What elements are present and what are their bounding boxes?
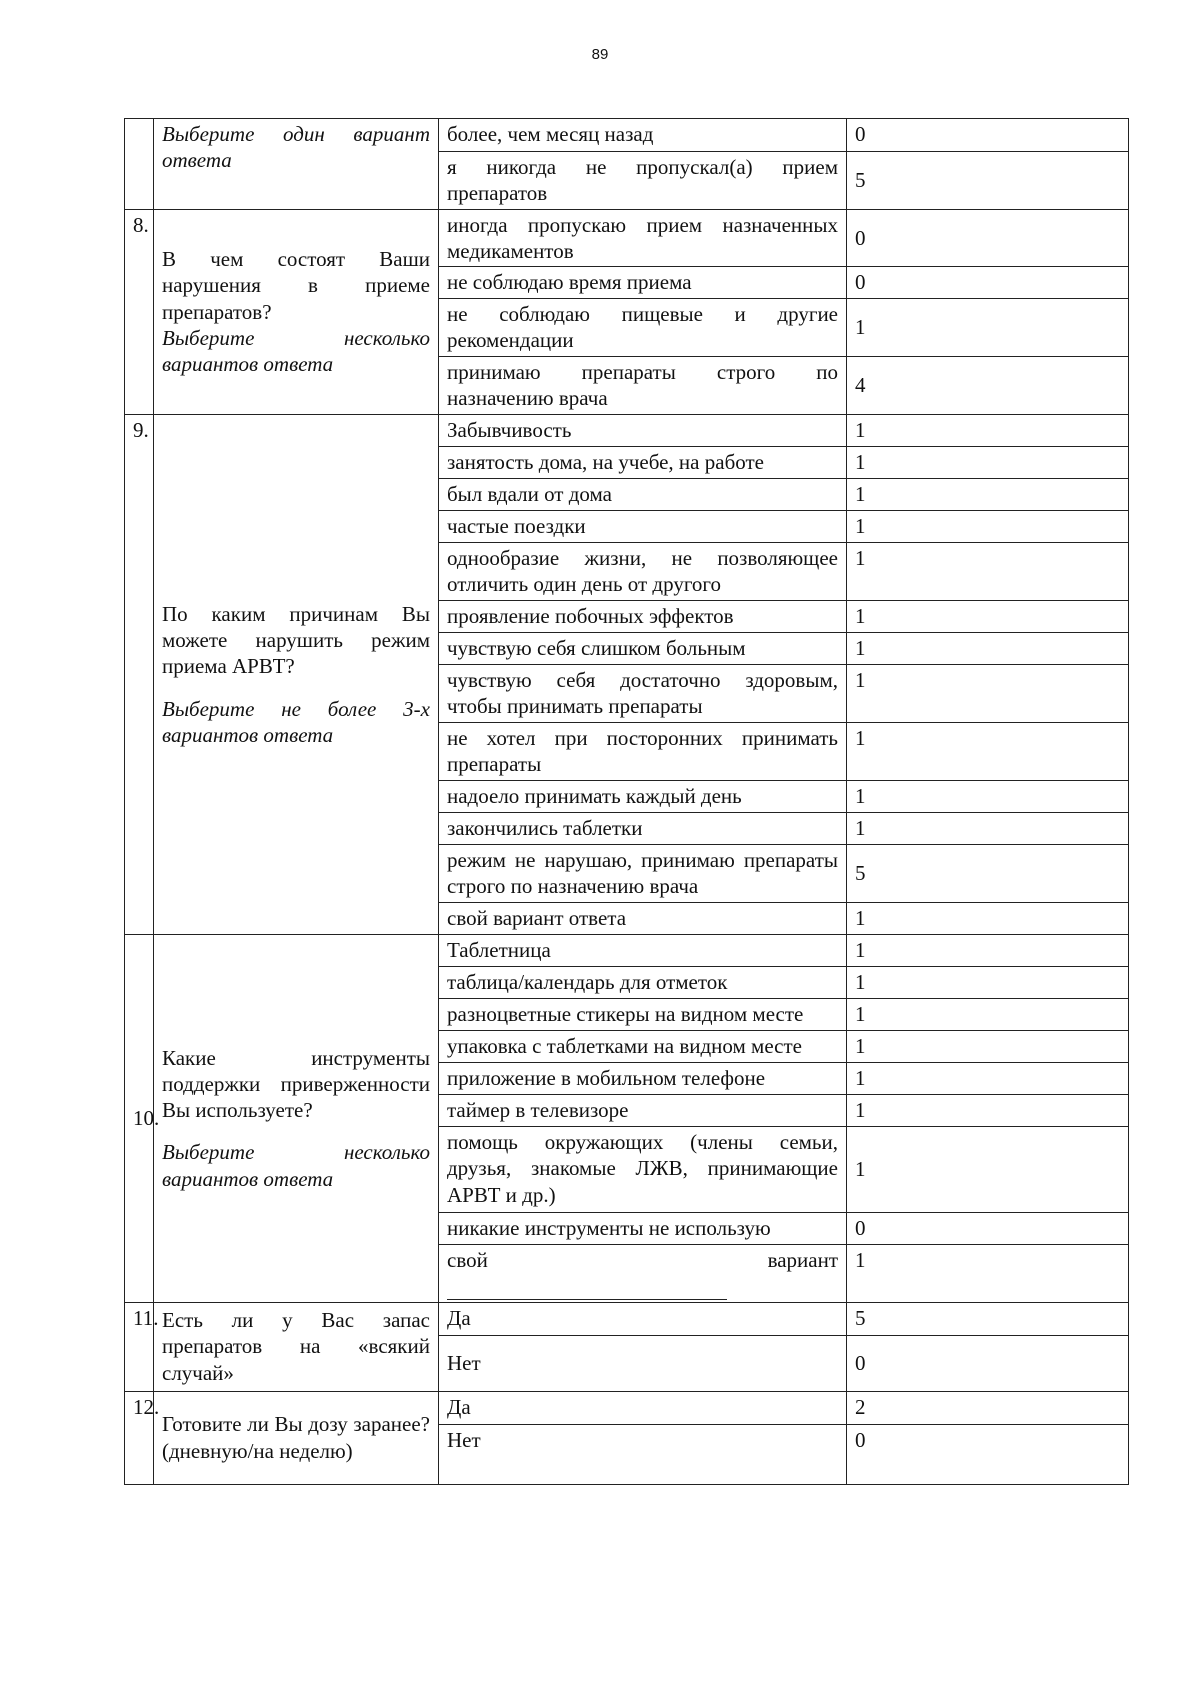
option-score: 1 — [847, 447, 1129, 479]
option-score: 1 — [847, 723, 1129, 781]
option-score: 1 — [847, 665, 1129, 723]
option-text: надоело принимать каждый день — [439, 781, 847, 813]
page-number: 89 — [591, 46, 609, 63]
option-text: чувствую себя достаточно здоровым, чтобы принимать препараты — [439, 665, 847, 723]
option-text: никакие инструменты не использую — [439, 1213, 847, 1245]
option-cell — [439, 1245, 847, 1303]
option-score: 1 — [847, 543, 1129, 601]
option-text: однообразие жизни, не позволяющее отличить один день от другого — [439, 543, 847, 601]
question-text: По каким причинам Вы можете нарушить режим приема АРВТ? — [162, 601, 430, 679]
table-row — [125, 1302, 1129, 1335]
option-text: свой вариант — [447, 1248, 838, 1272]
option-text: закончились таблетки — [439, 813, 847, 845]
option-text: я никогда не пропускал(а) прием препаратов — [439, 152, 847, 210]
question-cell — [154, 119, 439, 210]
option-text: приложение в мобильном телефоне — [439, 1063, 847, 1095]
option-score: 1 — [847, 415, 1129, 447]
option-text: Да — [439, 1302, 847, 1335]
table-row — [125, 415, 1129, 447]
question-number: 9. — [125, 415, 154, 935]
question-hint: Выберите не более 3-х вариантов ответа — [162, 696, 430, 747]
blank-line — [447, 1281, 727, 1300]
question-text: В чем состоят Ваши нарушения в приеме препаратов? — [162, 247, 430, 324]
question-cell — [154, 1302, 439, 1391]
option-score: 1 — [847, 1245, 1129, 1303]
option-score: 1 — [847, 1063, 1129, 1095]
table-row — [125, 119, 1129, 152]
question-cell — [154, 415, 439, 935]
option-score: 0 — [847, 1424, 1129, 1484]
option-text: Нет — [439, 1424, 847, 1484]
option-text: чувствую себя слишком больным — [439, 633, 847, 665]
option-text: был вдали от дома — [439, 479, 847, 511]
question-hint: Выберите несколько вариантов ответа — [162, 1140, 430, 1191]
question-cell — [154, 1391, 439, 1484]
survey-table — [124, 118, 1129, 1485]
option-text: разноцветные стикеры на видном месте — [439, 999, 847, 1031]
option-text: свой вариант ответа — [439, 903, 847, 935]
option-score: 1 — [847, 903, 1129, 935]
option-score: 2 — [847, 1391, 1129, 1424]
question-number-cell — [125, 119, 154, 210]
option-text: более, чем месяц назад — [439, 119, 847, 152]
option-score: 4 — [847, 357, 1129, 415]
option-score: 1 — [847, 1095, 1129, 1127]
option-text: Таблетница — [439, 935, 847, 967]
question-number: 12. — [125, 1391, 154, 1484]
option-text: не соблюдаю пищевые и другие рекомендации — [439, 299, 847, 357]
option-score: 0 — [847, 209, 1129, 267]
option-score: 1 — [847, 813, 1129, 845]
option-score: 1 — [847, 1127, 1129, 1213]
option-score: 0 — [847, 119, 1129, 152]
option-text: иногда пропускаю прием назначенных медикаментов — [439, 209, 847, 267]
option-text: таблица/календарь для отметок — [439, 967, 847, 999]
question-hint: Выберите несколько вариантов ответа — [162, 325, 430, 377]
option-score: 5 — [847, 845, 1129, 903]
question-number: 10. — [125, 935, 154, 1303]
option-score: 5 — [847, 152, 1129, 210]
option-text: занятость дома, на учебе, на работе — [439, 447, 847, 479]
option-score: 1 — [847, 967, 1129, 999]
question-number: 8. — [125, 209, 154, 415]
question-cell — [154, 209, 439, 415]
option-score: 1 — [847, 633, 1129, 665]
option-score: 1 — [847, 601, 1129, 633]
table-row — [125, 935, 1129, 967]
table-row — [125, 1391, 1129, 1424]
option-text: режим не нарушаю, принимаю препараты строго по назначению врача — [439, 845, 847, 903]
option-score: 0 — [847, 1213, 1129, 1245]
question-text: Готовите ли Вы дозу заранее? (дневную/на неделю) — [162, 1412, 430, 1463]
option-text: принимаю препараты строго по назначению врача — [439, 357, 847, 415]
option-score: 5 — [847, 1302, 1129, 1335]
option-score: 1 — [847, 479, 1129, 511]
option-text: Нет — [439, 1335, 847, 1391]
option-text: таймер в телевизоре — [439, 1095, 847, 1127]
option-score: 1 — [847, 511, 1129, 543]
option-text: помощь окружающих (члены семьи, друзья, знакомые ЛЖВ, принимающие АРВТ и др.) — [439, 1127, 847, 1213]
table-row — [125, 209, 1129, 267]
option-text: частые поездки — [439, 511, 847, 543]
option-text: упаковка с таблетками на видном месте — [439, 1031, 847, 1063]
question-text: Есть ли у Вас запас препаратов на «всякий случай» — [162, 1308, 430, 1385]
question-number: 11. — [125, 1302, 154, 1391]
option-score: 1 — [847, 999, 1129, 1031]
option-text: не соблюдаю время приема — [439, 267, 847, 299]
option-score: 1 — [847, 1031, 1129, 1063]
option-text: Забывчивость — [439, 415, 847, 447]
question-text: Какие инструменты поддержки приверженности Вы используете? — [162, 1045, 430, 1123]
option-text: проявление побочных эффектов — [439, 601, 847, 633]
option-score: 1 — [847, 781, 1129, 813]
option-score: 1 — [847, 299, 1129, 357]
question-cell — [154, 935, 439, 1303]
option-text: Да — [439, 1391, 847, 1424]
question-hint: Выберите один вариант ответа — [162, 122, 430, 173]
option-text: не хотел при посторонних принимать препараты — [439, 723, 847, 781]
option-score: 0 — [847, 1335, 1129, 1391]
option-score: 0 — [847, 267, 1129, 299]
option-score: 1 — [847, 935, 1129, 967]
